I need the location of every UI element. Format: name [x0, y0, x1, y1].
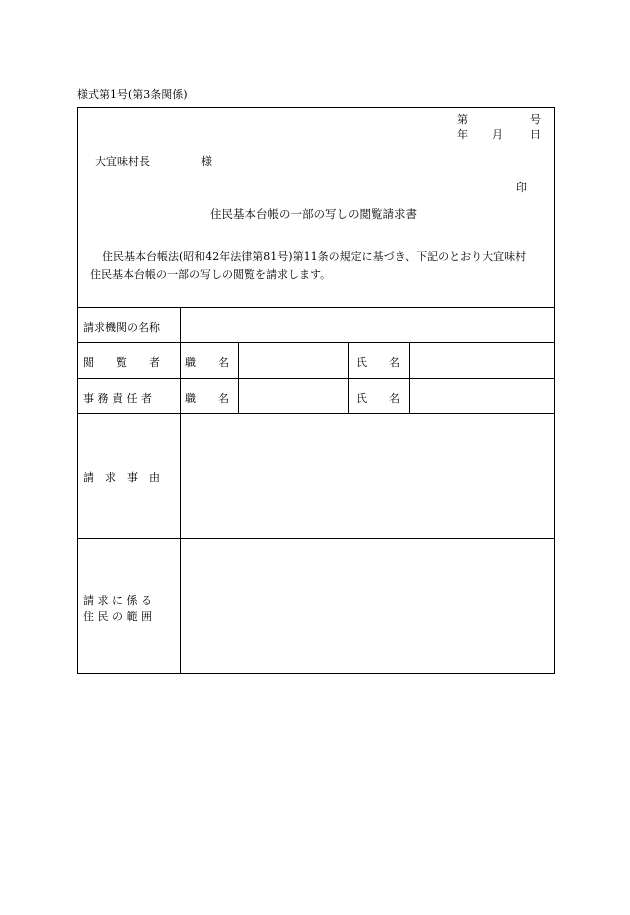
viewer-name-field[interactable]: [410, 343, 555, 378]
body-paragraph-line1: 住民基本台帳法(昭和42年法律第81号)第11条の規定に基づき、下記のとおり大宜味村: [102, 250, 527, 263]
scope-label-line2: 住 民 の 範 囲: [83, 610, 152, 623]
agency-name-field[interactable]: [181, 308, 555, 342]
responsible-position-label: 職 名: [185, 392, 229, 405]
responsible-name-label: 氏 名: [356, 392, 400, 405]
body-paragraph-line2: 住民基本台帳の一部の写しの閲覧を請求します。: [90, 268, 332, 281]
addressee-honorific: 様: [201, 155, 212, 168]
reason-label: 請 求 事 由: [83, 471, 160, 484]
scope-label-line1: 請 求 に 係 る: [83, 594, 152, 607]
document-title: 住民基本台帳の一部の写しの閲覧請求書: [210, 207, 417, 221]
form-number-label: 様式第1号(第3条関係): [77, 88, 188, 101]
viewer-name-label: 氏 名: [356, 356, 400, 369]
name-label-divider: [348, 342, 349, 413]
reason-field[interactable]: [181, 414, 555, 538]
seal-mark: 印: [516, 181, 527, 194]
number-prefix: 第: [457, 113, 468, 126]
addressee-name: 大宜味村長: [95, 155, 150, 168]
date-year: 年: [457, 128, 468, 141]
date-month: 月: [492, 128, 503, 141]
number-suffix: 号: [530, 113, 541, 126]
date-day: 日: [530, 128, 541, 141]
viewer-position-field[interactable]: [239, 343, 348, 378]
viewer-label: 閲 覧 者: [83, 356, 160, 369]
request-form: [77, 107, 555, 674]
viewer-position-label: 職 名: [185, 356, 229, 369]
scope-field[interactable]: [181, 539, 555, 674]
responsible-name-field[interactable]: [410, 379, 555, 413]
responsible-position-field[interactable]: [239, 379, 348, 413]
agency-name-label: 請求機関の名称: [83, 321, 160, 334]
responsible-label: 事 務 責 任 者: [83, 392, 152, 405]
